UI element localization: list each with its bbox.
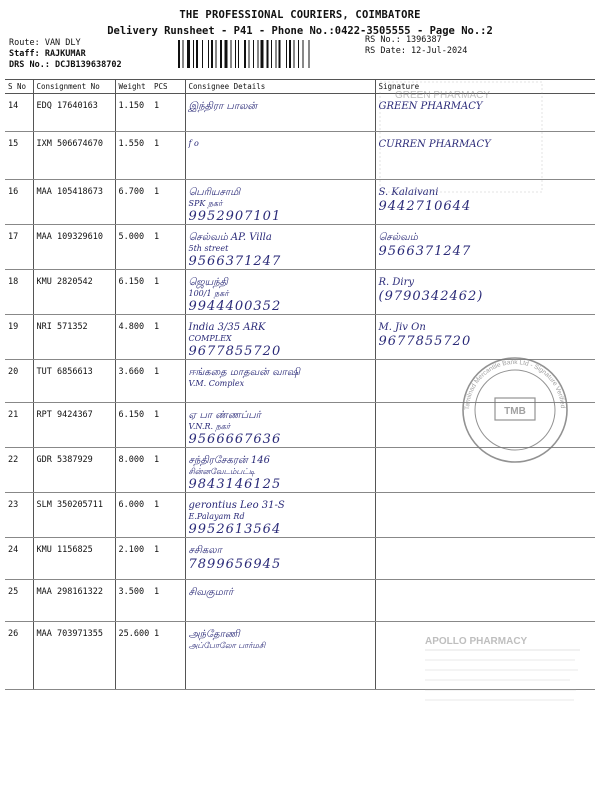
- rs-date: RS Date: 12-Jul-2024: [365, 46, 468, 56]
- row-weight: 6.150: [115, 270, 151, 315]
- consignee-address: f o: [188, 139, 199, 148]
- col-signature: Signature: [375, 80, 595, 94]
- table-row: [5, 622, 595, 690]
- signature-phone: (9790342462): [378, 289, 484, 304]
- col-sno: S No: [5, 80, 33, 94]
- row-consignee: [185, 132, 375, 180]
- row-weight: 6.700: [115, 180, 151, 225]
- row-signature: [375, 580, 595, 622]
- table-row: [5, 360, 595, 403]
- row-consignee: [185, 94, 375, 132]
- row-pcs: 1: [151, 94, 185, 132]
- consignee-phone: 7899656945: [188, 557, 282, 572]
- row-sno: 20: [5, 360, 33, 403]
- row-sno: 18: [5, 270, 33, 315]
- row-pcs: 1: [151, 180, 185, 225]
- row-consignee: [185, 403, 375, 448]
- row-pcs: 1: [151, 132, 185, 180]
- row-pcs: 1: [151, 225, 185, 270]
- row-consignee: [185, 448, 375, 493]
- row-weight: 3.500: [115, 580, 151, 622]
- rs-number: RS No.: 1396387: [365, 35, 442, 45]
- row-consignee: [185, 225, 375, 270]
- row-consignment: EDQ 17640163: [33, 94, 115, 132]
- consignee-address: 100/1 நகர்: [188, 289, 229, 298]
- row-consignee: [185, 360, 375, 403]
- row-sno: 23: [5, 493, 33, 538]
- signature-text: GREEN PHARMACY: [378, 101, 483, 112]
- row-consignment: MAA 703971355: [33, 622, 115, 690]
- row-consignment: MAA 105418673: [33, 180, 115, 225]
- row-consignee: [185, 538, 375, 580]
- consignee-name: சிவகுமார்: [188, 587, 234, 598]
- consignee-address: V.N.R. நகர்: [188, 422, 230, 431]
- signature-text: R. Diry: [378, 277, 415, 288]
- row-sno: 25: [5, 580, 33, 622]
- signature-phone: 9677855720: [378, 334, 472, 349]
- row-pcs: 1: [151, 360, 185, 403]
- consignee-phone: 9677855720: [188, 344, 282, 359]
- consignee-name: அந்தோணி: [188, 629, 240, 640]
- tmb-center-text: TMB: [504, 406, 526, 417]
- row-signature: [375, 180, 595, 225]
- green-pharmacy-text: GREEN PHARMACY: [395, 90, 491, 101]
- row-weight: 5.000: [115, 225, 151, 270]
- consignee-address: COMPLEX: [188, 334, 232, 343]
- row-sno: 21: [5, 403, 33, 448]
- consignee-name: ஈங்கதை மாதவன் வாஷி: [188, 367, 300, 378]
- apollo-text: APOLLO PHARMACY: [425, 636, 528, 647]
- row-pcs: 1: [151, 622, 185, 690]
- row-pcs: 1: [151, 448, 185, 493]
- row-pcs: 1: [151, 403, 185, 448]
- row-signature: [375, 448, 595, 493]
- consignee-name: சசிகலா: [188, 545, 222, 556]
- row-sno: 22: [5, 448, 33, 493]
- row-consignment: IXM 506674670: [33, 132, 115, 180]
- meta-right: [365, 35, 467, 57]
- consignee-address: சின்னவேடம்பட்டி: [188, 467, 256, 476]
- consignee-name: gerontius Leo 31-S: [188, 500, 285, 511]
- row-signature: [375, 622, 595, 690]
- row-consignee: [185, 180, 375, 225]
- meta-left: [9, 38, 122, 71]
- row-consignment: RPT 9424367: [33, 403, 115, 448]
- table-row: [5, 94, 595, 132]
- consignee-phone: 9843146125: [188, 477, 282, 492]
- tmb-ring-text: Tamilnad Mercantile Bank Ltd - Signature Verified: [463, 358, 566, 411]
- row-consignee: [185, 580, 375, 622]
- table-row: [5, 493, 595, 538]
- row-signature: [375, 225, 595, 270]
- table-row: [5, 580, 595, 622]
- row-sno: 17: [5, 225, 33, 270]
- table-row: [5, 270, 595, 315]
- table-row: [5, 315, 595, 360]
- runsheet-subtitle: Delivery Runsheet - P41 - Phone No.:0422-3505555 - Page No.:2: [107, 25, 493, 37]
- consignee-phone: 9566667636: [188, 432, 282, 447]
- row-sno: 15: [5, 132, 33, 180]
- row-pcs: 1: [151, 580, 185, 622]
- consignee-address: அப்போலோ பார்மசி: [188, 641, 266, 650]
- consignee-address: V.M. Complex: [188, 379, 245, 388]
- row-pcs: 1: [151, 493, 185, 538]
- table-row: [5, 448, 595, 493]
- row-sno: 16: [5, 180, 33, 225]
- col-consignee: Consignee Details: [185, 80, 375, 94]
- signature-text: CURREN PHARMACY: [378, 139, 491, 150]
- col-consignment: Consignment No: [33, 80, 115, 94]
- signature-phone: 9566371247: [378, 244, 472, 259]
- consignee-name: செல்வம் AP. Villa: [188, 232, 272, 243]
- consignee-phone: 9944400352: [188, 299, 282, 314]
- consignee-phone: 9566371247: [188, 254, 282, 269]
- row-pcs: 1: [151, 270, 185, 315]
- signature-text: S. Kalaivani: [378, 187, 439, 198]
- staff-line: Staff: RAJKUMAR: [9, 49, 86, 59]
- consignee-name: சந்திரசேகரன் 146: [188, 455, 270, 466]
- signature-phone: 9442710644: [378, 199, 472, 214]
- row-signature: [375, 403, 595, 448]
- row-consignee: [185, 270, 375, 315]
- table-row: [5, 538, 595, 580]
- table-header: [5, 80, 595, 94]
- row-consignment: MAA 298161322: [33, 580, 115, 622]
- runsheet-table: [5, 79, 595, 690]
- row-weight: 25.600: [115, 622, 151, 690]
- consignee-phone: 9952907101: [188, 209, 282, 224]
- row-signature: [375, 94, 595, 132]
- consignee-name: பெரியசாமி: [188, 187, 241, 198]
- row-consignment: KMU 1156825: [33, 538, 115, 580]
- row-consignee: [185, 493, 375, 538]
- table-row: [5, 180, 595, 225]
- row-consignment: GDR 5387929: [33, 448, 115, 493]
- consignee-address: 5th street: [188, 244, 229, 253]
- row-weight: 1.550: [115, 132, 151, 180]
- route-line: Route: VAN DLY: [9, 38, 81, 48]
- col-weight: Weight: [115, 80, 151, 94]
- row-weight: 3.660: [115, 360, 151, 403]
- consignee-name: ஜெயந்தி: [188, 277, 228, 288]
- col-pcs: PCS: [151, 80, 185, 94]
- consignee-name: இந்திரா பாலன்: [188, 101, 258, 112]
- row-signature: [375, 538, 595, 580]
- row-signature: [375, 493, 595, 538]
- row-consignment: KMU 2820542: [33, 270, 115, 315]
- row-consignment: MAA 109329610: [33, 225, 115, 270]
- consignee-address: SPK நகர்: [188, 199, 223, 208]
- row-pcs: 1: [151, 315, 185, 360]
- consignee-address: E.Palayam Rd: [188, 512, 245, 521]
- consignee-name: ஏ பா ண்ணப்பர்: [188, 410, 261, 421]
- row-pcs: 1: [151, 538, 185, 580]
- row-signature: [375, 315, 595, 360]
- row-sno: 26: [5, 622, 33, 690]
- signature-text: செல்வம்: [378, 232, 418, 243]
- row-consignee: [185, 622, 375, 690]
- row-weight: 2.100: [115, 538, 151, 580]
- row-consignee: [185, 315, 375, 360]
- row-weight: 6.000: [115, 493, 151, 538]
- row-weight: 1.150: [115, 94, 151, 132]
- table-row: [5, 225, 595, 270]
- row-consignment: TUT 6856613: [33, 360, 115, 403]
- row-signature: [375, 132, 595, 180]
- drs-line: DRS No.: DCJB139638702: [9, 60, 122, 70]
- row-weight: 4.800: [115, 315, 151, 360]
- row-sno: 24: [5, 538, 33, 580]
- table-row: [5, 403, 595, 448]
- row-signature: [375, 360, 595, 403]
- signature-text: M. Jiv On: [378, 322, 426, 333]
- row-sno: 14: [5, 94, 33, 132]
- row-sno: 19: [5, 315, 33, 360]
- company-title: THE PROFESSIONAL COURIERS, COIMBATORE: [179, 9, 421, 21]
- row-signature: [375, 270, 595, 315]
- row-consignment: NRI 571352: [33, 315, 115, 360]
- consignee-phone: 9952613564: [188, 522, 282, 537]
- row-weight: 8.000: [115, 448, 151, 493]
- row-consignment: SLM 350205711: [33, 493, 115, 538]
- consignee-name: India 3/35 ARK: [188, 322, 266, 333]
- row-weight: 6.150: [115, 403, 151, 448]
- table-row: [5, 132, 595, 180]
- barcode-image: [178, 40, 356, 68]
